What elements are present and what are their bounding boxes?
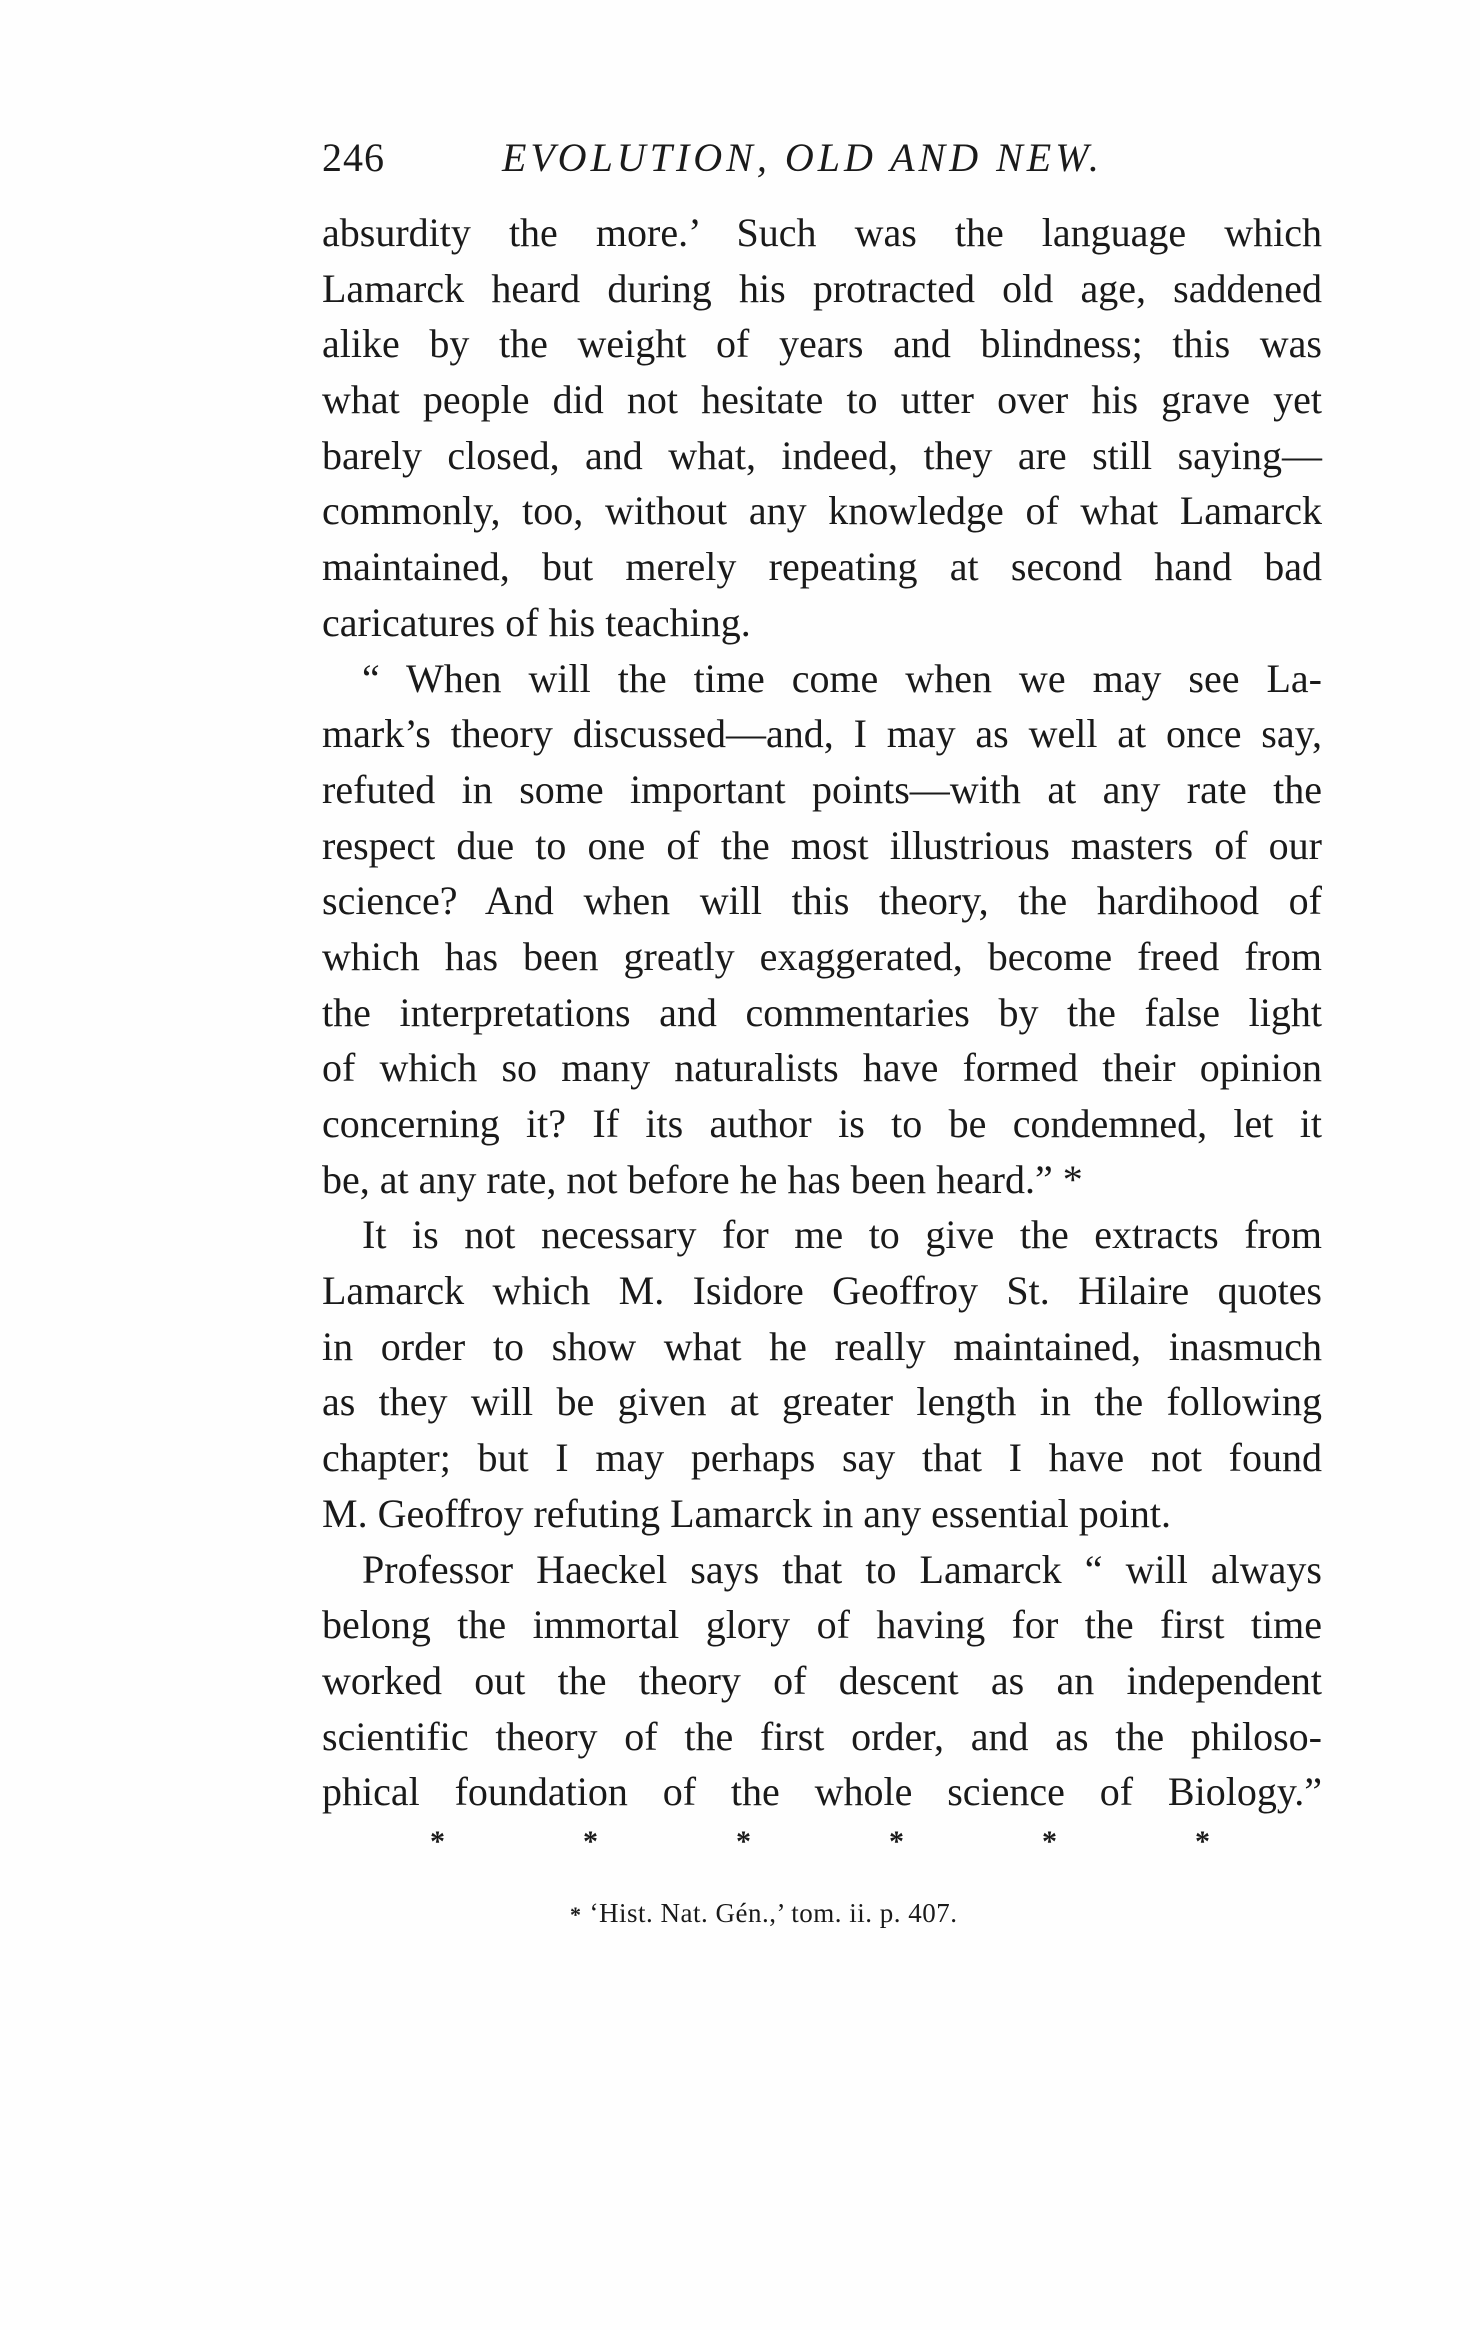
text-line: phical foundation of the whole science of Biology.” (322, 1769, 1322, 1815)
text-line: commonly, too, without any knowledge of what Lamarck (322, 488, 1322, 534)
asterisk: * (1042, 1825, 1057, 1858)
text-line: Lamarck which M. Isidore Geoffroy St. Hilaire quotes (322, 1268, 1322, 1314)
text-line: respect due to one of the most illustrious masters of our (322, 822, 1322, 868)
asterisk: * (1195, 1825, 1210, 1858)
text-line: as they will be given at greater length in the following (322, 1379, 1322, 1425)
text-line: belong the immortal glory of having for the first time (322, 1602, 1322, 1648)
footnote-mark: * (570, 1902, 582, 1927)
text-line: refuted in some important points—with at any rate the (322, 766, 1322, 812)
text-line: scientific theory of the first order, and as the philoso- (322, 1713, 1322, 1759)
asterism-divider (430, 1822, 1210, 1862)
text-line: absurdity the more.’ Such was the language which (322, 210, 1322, 255)
text-line: science? And when will this theory, the hardihood of (322, 878, 1322, 924)
text-line: worked out the theory of descent as an independent (322, 1657, 1322, 1703)
text-line: Professor Haeckel says that to Lamarck “ will always (362, 1546, 1322, 1592)
text-line: chapter; but I may perhaps say that I have not found (322, 1435, 1322, 1481)
asterisk: * (430, 1825, 445, 1858)
text-line: of which so many naturalists have formed their opinion (322, 1045, 1322, 1091)
text-line: “ When will the time come when we may see La- (362, 655, 1322, 701)
text-line: Lamarck heard during his protracted old age, saddened (322, 265, 1322, 311)
text-line: in order to show what he really maintained, inasmuch (322, 1323, 1322, 1369)
running-title: EVOLUTION, OLD AND NEW. (502, 135, 1103, 180)
text-line: which has been greatly exaggerated, become freed from (322, 933, 1322, 979)
asterisk: * (889, 1825, 904, 1858)
text-line: maintained, but merely repeating at second hand bad (322, 544, 1322, 590)
body-text (322, 205, 1322, 1820)
text-line: caricatures of his teaching. (322, 599, 751, 645)
asterisk: * (736, 1825, 751, 1858)
text-line: It is not necessary for me to give the extracts from (362, 1212, 1322, 1258)
footnote (570, 1893, 957, 1935)
footnote-text: ‘Hist. Nat. Gén.,’ tom. ii. p. 407. (589, 1898, 958, 1928)
text-line: barely closed, and what, indeed, they are still saying— (322, 432, 1322, 478)
text-line: mark’s theory discussed—and, I may as well at once say, (322, 711, 1322, 757)
text-line: M. Geoffroy refuting Lamarck in any essential point. (322, 1490, 1172, 1536)
text-line: be, at any rate, not before he has been heard.” * (322, 1156, 1083, 1202)
asterisk: * (583, 1825, 598, 1858)
text-line: alike by the weight of years and blindness; this was (322, 321, 1322, 367)
text-line: concerning it? If its author is to be condemned, let it (322, 1101, 1322, 1146)
text-line: what people did not hesitate to utter over his grave yet (322, 377, 1322, 423)
page-number: 246 (322, 135, 385, 180)
text-line: the interpretations and commentaries by the false light (322, 989, 1322, 1035)
running-head (322, 128, 1322, 188)
